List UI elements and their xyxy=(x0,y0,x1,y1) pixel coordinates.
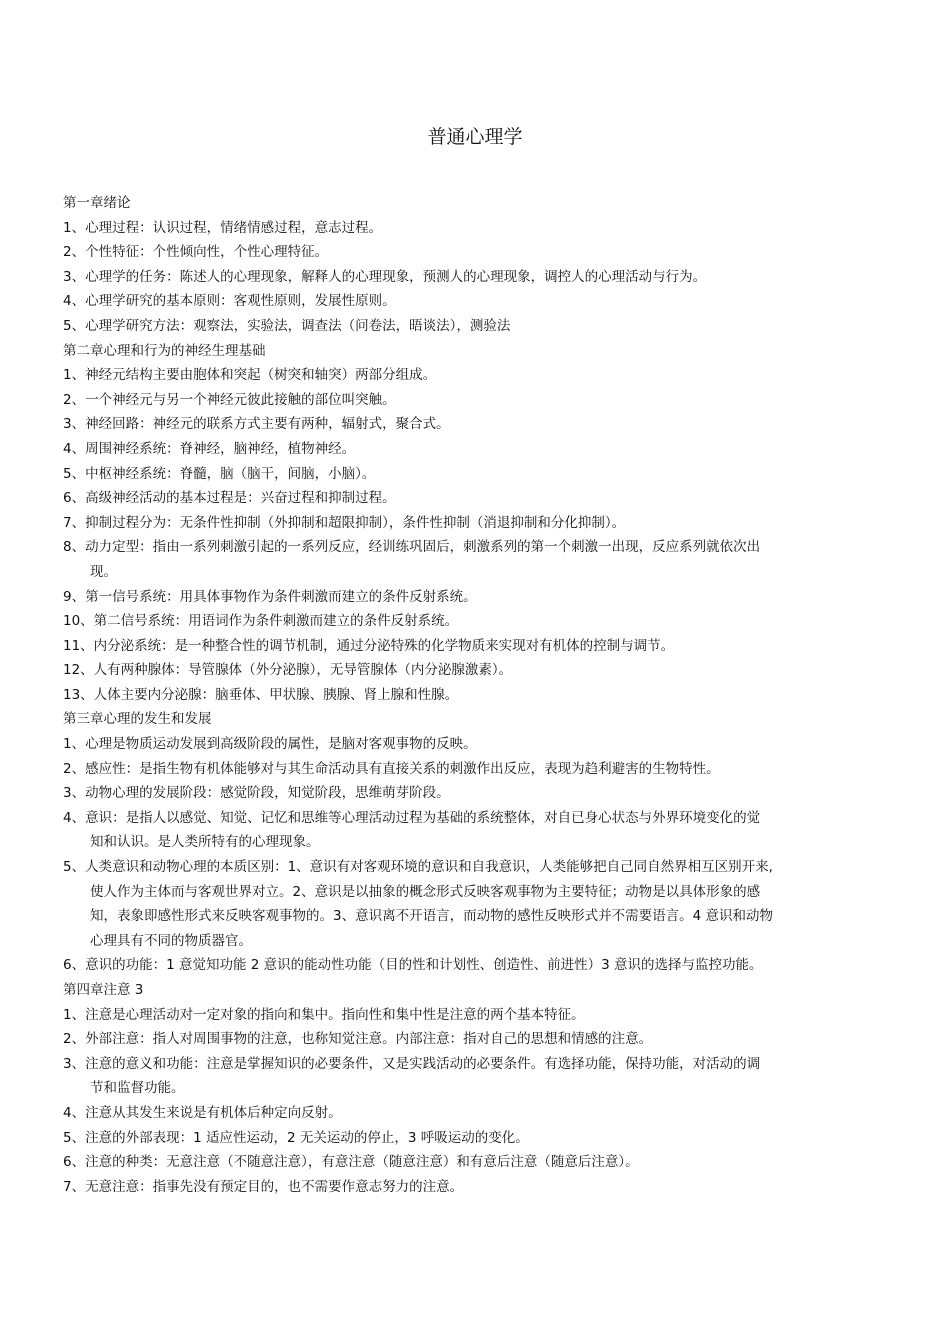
text-line-continuation: 现。 xyxy=(90,563,117,580)
text-line: 4、周围神经系统：脊神经，脑神经，植物神经。 xyxy=(63,440,356,457)
text-line-continuation: 使人作为主体而与客观世界对立。2、意识是以抽象的概念形式反映客观事物为主要特征；动物是以具体形象的感 xyxy=(90,883,761,900)
text-line: 1、心理过程：认识过程，情绪情感过程，意志过程。 xyxy=(63,219,383,236)
text-line: 第三章心理的发生和发展 xyxy=(63,711,212,728)
text-line-continuation: 心理具有不同的物质器官。 xyxy=(90,932,252,949)
text-line: 6、高级神经活动的基本过程是：兴奋过程和抑制过程。 xyxy=(63,490,396,507)
text-line: 5、心理学研究方法：观察法，实验法，调查法（问卷法，晤谈法），测验法 xyxy=(63,317,511,334)
text-line: 1、注意是心理活动对一定对象的指向和集中。指向性和集中性是注意的两个基本特征。 xyxy=(63,1006,585,1023)
text-line: 1、心理是物质运动发展到高级阶段的属性，是脑对客观事物的反映。 xyxy=(63,736,477,753)
text-line: 5、中枢神经系统：脊髓，脑（脑干，间脑，小脑）。 xyxy=(63,465,376,482)
text-line: 4、心理学研究的基本原则：客观性原则，发展性原则。 xyxy=(63,293,396,310)
text-line: 4、意识：是指人以感觉、知觉、记忆和思维等心理活动过程为基础的系统整体，对自已身心状态与外界环境变化的觉 xyxy=(63,809,761,826)
text-line: 12、人有两种腺体：导管腺体（外分泌腺），无导管腺体（内分泌腺激素）。 xyxy=(63,662,513,679)
text-line: 3、神经回路：神经元的联系方式主要有两种，辐射式，聚合式。 xyxy=(63,416,450,433)
text-line: 13、人体主要内分泌腺：脑垂体、甲状腺、胰腺、肾上腺和性腺。 xyxy=(63,686,459,703)
text-line: 6、意识的功能：1 意觉知功能 2 意识的能动性功能（目的性和计划性、创造性、前进性）3 意识的选择与监控功能。 xyxy=(63,957,763,974)
text-line: 10、第二信号系统：用语词作为条件刺激而建立的条件反射系统。 xyxy=(63,613,459,630)
text-line: 3、动物心理的发展阶段：感觉阶段，知觉阶段，思维萌芽阶段。 xyxy=(63,785,450,802)
text-line: 第四章注意 3 xyxy=(63,982,144,998)
text-line: 2、个性特征：个性倾向性，个性心理特征。 xyxy=(63,244,329,261)
document-body xyxy=(63,191,893,1199)
text-line: 7、无意注意：指事先没有预定目的，也不需要作意志努力的注意。 xyxy=(63,1178,464,1195)
text-line: 8、动力定型：指由一系列刺激引起的一系列反应，经训练巩固后，刺激系列的第一个刺激一出现，反应系列就依次出 xyxy=(63,539,761,556)
text-line: 4、注意从其发生来说是有机体后种定向反射。 xyxy=(63,1104,342,1121)
text-line: 7、抑制过程分为：无条件性抑制（外抑制和超限抑制），条件性抑制（消退抑制和分化抑制）。 xyxy=(63,514,626,531)
text-line-continuation: 知和认识。是人类所特有的心理现象。 xyxy=(90,834,320,851)
text-line: 11、内分泌系统：是一种整合性的调节机制，通过分泌特殊的化学物质来实现对有机体的控制与调节。 xyxy=(63,637,675,654)
text-line: 9、第一信号系统：用具体事物作为条件刺激而建立的条件反射系统。 xyxy=(63,588,477,605)
text-line: 2、外部注意：指人对周围事物的注意，也称知觉注意。内部注意：指对自己的思想和情感的注意。 xyxy=(63,1031,653,1048)
text-line: 2、一个神经元与另一个神经元彼此接触的部位叫突触。 xyxy=(63,391,396,408)
text-line: 3、注意的意义和功能：注意是掌握知识的必要条件，又是实践活动的必要条件。有选择功能，保持功能，对活动的调 xyxy=(63,1055,761,1072)
text-line: 5、注意的外部表现：1 适应性运动，2 无关运动的停止，3 呼吸运动的变化。 xyxy=(63,1129,529,1146)
text-line: 1、神经元结构主要由胞体和突起（树突和轴突）两部分组成。 xyxy=(63,367,437,384)
text-line-continuation: 节和监督功能。 xyxy=(90,1080,185,1097)
page-title: 普通心理学 xyxy=(427,126,523,148)
text-line: 6、注意的种类：无意注意（不随意注意），有意注意（随意注意）和有意后注意（随意后注意）。 xyxy=(63,1154,639,1171)
text-line: 3、心理学的任务：陈述人的心理现象，解释人的心理现象，预测人的心理现象，调控人的心理活动与行为。 xyxy=(63,268,707,285)
text-line: 第二章心理和行为的神经生理基础 xyxy=(63,342,266,359)
text-line-continuation: 知，表象即感性形式来反映客观事物的。3、意识离不开语言，而动物的感性反映形式并不需要语言。4 意识和动物 xyxy=(90,908,773,925)
text-line: 2、感应性：是指生物有机体能够对与其生命活动具有直接关系的刺激作出反应，表现为趋利避害的生物特性。 xyxy=(63,760,720,777)
text-line: 5、人类意识和动物心理的本质区别：1、意识有对客观环境的意识和自我意识，人类能够把自己同自然界相互区别开来, xyxy=(63,859,773,876)
text-line: 第一章绪论 xyxy=(63,195,131,211)
